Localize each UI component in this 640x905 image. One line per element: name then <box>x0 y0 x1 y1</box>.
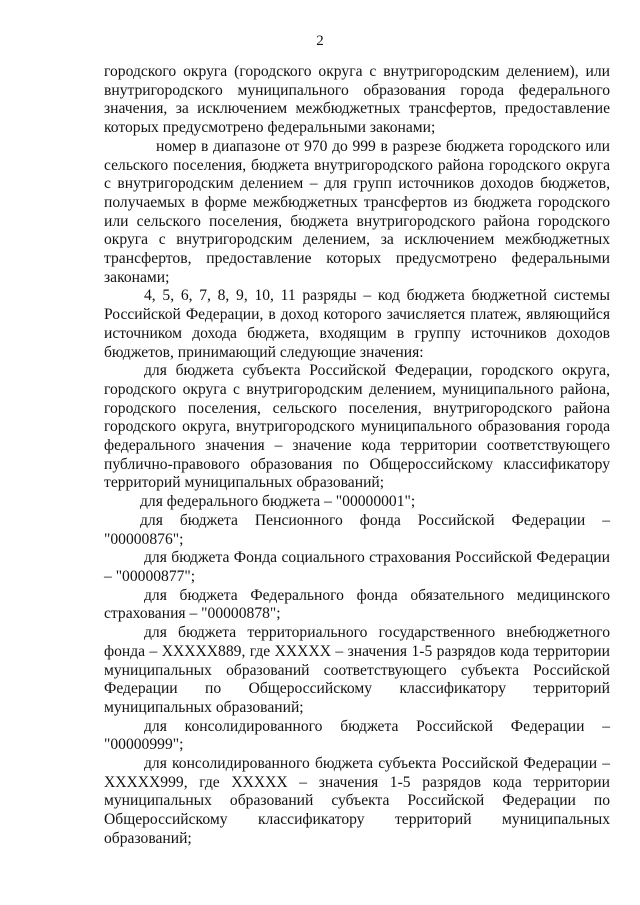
paragraph-10: для консолидированного бюджета Российской Федерации – "00000999"; <box>104 717 610 754</box>
paragraph-8: для бюджета Федерального фонда обязательного медицинского страхования – "00000878"; <box>104 586 610 623</box>
paragraph-6: для бюджета Пенсионного фонда Российской Федерации – "00000876"; <box>104 511 610 548</box>
paragraph-1: городского округа (городского округа с внутригородским делением), или внутригородского муниципального образования города федерального значения, за исключением межбюджетных трансфертов, предоставление которых предусмотрено федеральными законами; <box>104 63 610 137</box>
paragraph-11: для консолидированного бюджета субъекта Российской Федерации – XXXXX999, где XXXXX – значения 1-5 разрядов кода территории муниципальных образований субъекта Российской Федерации по Общероссийскому классификатору территорий муниципальных образований; <box>104 755 610 847</box>
paragraph-4: для бюджета субъекта Российской Федерации, городского округа, городского округа с внутригородским делением, муниципального района, городского поселения, сельского поселения, внутригородского района городского округа, внутригородского муниципального образования города федерального значения – значение кода территории соответствующего публично-правового образования по Общероссийскому классификатору территорий муниципальных образований; <box>104 362 610 492</box>
document-body <box>104 63 610 849</box>
paragraph-2: номер в диапазоне от 970 до 999 в разрезе бюджета городского или сельского поселения, бюджета внутригородского района городского округа с внутригородским делением – для групп источников доходов бюджетов, получаемых в форме межбюджетных трансфертов из бюджета городского или сельского поселения, бюджета внутригородского района городского округа с внутригородским делением, за исключением межбюджетных трансфертов, предоставление которых предусмотрено федеральными законами; <box>104 137 610 286</box>
paragraph-3: 4, 5, 6, 7, 8, 9, 10, 11 разряды – код бюджета бюджетной системы Российской Федерации, в доход которого зачисляется платеж, являющийся источником дохода бюджета, входящим в группу источников доходов бюджетов, принимающий следующие значения: <box>104 287 610 361</box>
paragraph-7: для бюджета Фонда социального страхования Российской Федерации – "00000877"; <box>104 549 610 585</box>
page-number: 2 <box>316 33 324 49</box>
paragraph-5: для федерального бюджета – "00000001"; <box>140 493 416 511</box>
paragraph-9: для бюджета территориального государственного внебюджетного фонда – XXXXX889, где XXXXX – значения 1-5 разрядов кода территории муниципальных образований соответствующего субъекта Российской Федерации по Общероссийскому классификатору территорий муниципальных образований; <box>104 624 610 716</box>
